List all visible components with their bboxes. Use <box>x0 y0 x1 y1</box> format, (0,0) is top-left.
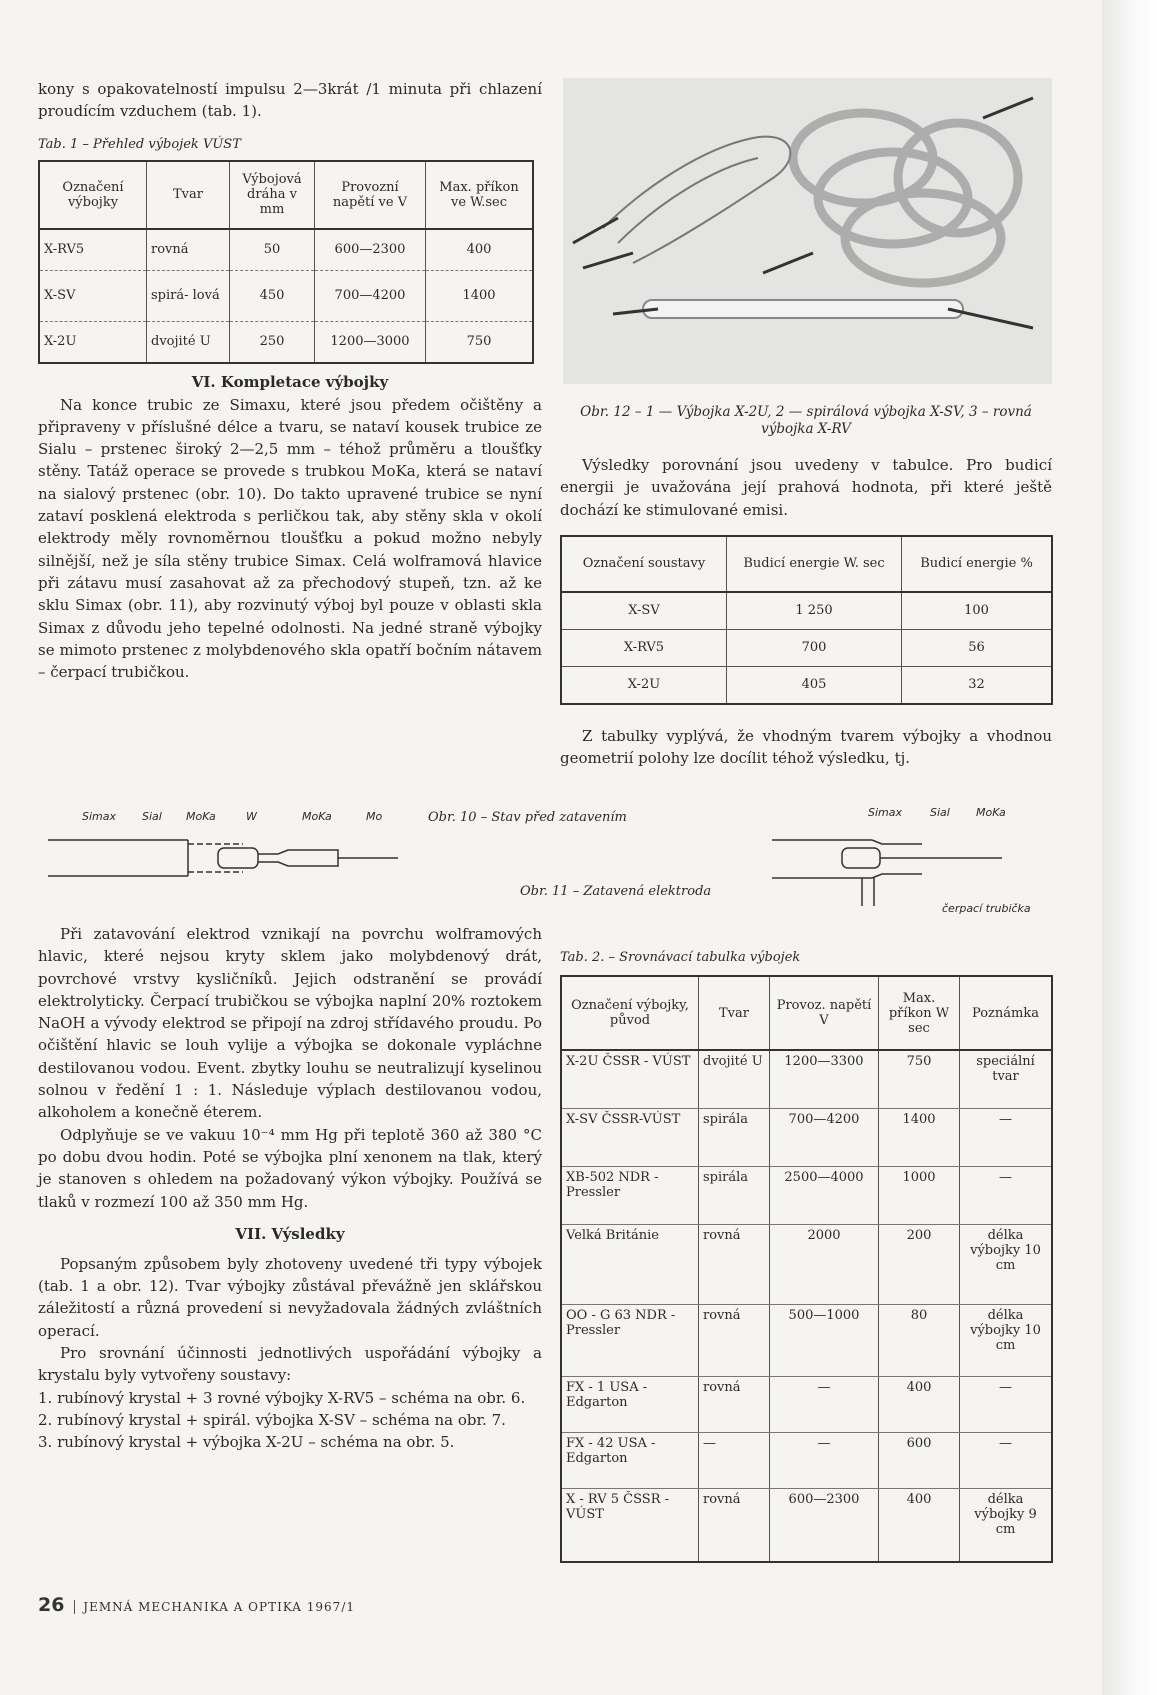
table-cell: — <box>699 1432 770 1488</box>
table-cell: 32 <box>902 666 1053 704</box>
table-cell: X-SV ČSSR-VÚST <box>561 1108 699 1166</box>
table-cell: 700 <box>727 629 902 666</box>
table-cell: 1 250 <box>727 592 902 630</box>
table-row <box>561 1432 1052 1488</box>
table-cell: rovná <box>699 1488 770 1562</box>
table-cell: FX - 1 USA - Edgarton <box>561 1376 699 1432</box>
table-cell: FX - 42 USA - Edgarton <box>561 1432 699 1488</box>
energy-header-cell: Budicí energie W. sec <box>727 536 902 592</box>
energy-table <box>560 535 1053 705</box>
table-cell: rovná <box>699 1304 770 1376</box>
table-cell: X-2U ČSSR - VÚST <box>561 1050 699 1108</box>
journal-name: JEMNÁ MECHANIKA A OPTIKA 1967/1 <box>74 1600 355 1614</box>
table-cell: 700—4200 <box>770 1108 879 1166</box>
table-cell: 1200—3000 <box>315 321 426 363</box>
table-cell: rovná <box>147 229 230 271</box>
tab2-header-row <box>561 976 1052 1050</box>
fig10-label: Sial <box>142 810 162 823</box>
flashtube-photo-icon <box>563 78 1052 384</box>
fig11-drawing <box>762 806 1062 918</box>
table-row <box>561 1304 1052 1376</box>
tab2-table <box>560 975 1053 1563</box>
table-row <box>561 1166 1052 1224</box>
left-column-top <box>38 78 542 683</box>
cleaning-text: Při zatavování elektrod vznikají na povrchu wolframových hlavic, které nejsou kryty sklem jako molybdenový drát, povrchové vrstvy kysličníků. Jejich odstranění se provádí elektrolyticky. Čerpací trubičkou se výbojka naplní 20% roztokem NaOH a vývody elektrod se připojí na zdroj střídavého proudu. Po očištění hlavic se louh vylije a výbojka se dokonale vypláchne destilovanou vodou. Event. zbytky louhu se neutralizují kyselinou solnou v ředění 1 : 1. Následuje výplach destilovanou vodou, alkoholem a konečně éterem. <box>38 925 542 1122</box>
list-item: 3. rubínový krystal + výbojka X-2U – schéma na obr. 5. <box>38 1432 455 1451</box>
table-cell: — <box>770 1376 879 1432</box>
conclusion-text: Z tabulky vyplývá, že vhodným tvarem výbojky a vhodnou geometrií polohy lze docílit téhož výsledku, tj. <box>560 726 1052 768</box>
table-row <box>561 592 1052 630</box>
tab1-header-cell: Tvar <box>147 161 230 229</box>
table-cell: speciální tvar <box>960 1050 1053 1108</box>
energy-header-row <box>561 536 1052 592</box>
table-row <box>561 1376 1052 1432</box>
table-row <box>39 270 533 321</box>
energy-header-cell: Označení soustavy <box>561 536 727 592</box>
table-row <box>561 666 1052 704</box>
fig10-label: MoKa <box>302 810 332 823</box>
table-cell: 600—2300 <box>770 1488 879 1562</box>
table-cell: 80 <box>879 1304 960 1376</box>
section7-p2: Pro srovnání účinnosti jednotlivých uspořádání výbojky a krystalu byly vytvořeny soustavy: <box>38 1344 542 1385</box>
tab2-header-cell: Provoz. napětí V <box>770 976 879 1050</box>
fig11-label: Sial <box>930 806 950 819</box>
fig10-label: Simax <box>82 810 117 823</box>
table-row <box>39 321 533 363</box>
list-item: 2. rubínový krystal + spirál. výbojka X-SV – schéma na obr. 7. <box>38 1410 506 1429</box>
section6-title: VI. Kompletace výbojky <box>191 372 389 391</box>
tab2-header-cell: Tvar <box>699 976 770 1050</box>
tab1-table <box>38 160 534 364</box>
fig10-caption: Obr. 10 – Stav před zatavením <box>428 810 627 825</box>
table-cell: — <box>960 1166 1053 1224</box>
table-cell: X-RV5 <box>39 229 147 271</box>
table-cell: délka výbojky 10 cm <box>960 1304 1053 1376</box>
fig10-drawing <box>38 810 428 890</box>
table-row <box>561 1224 1052 1304</box>
section7-p1: Popsaným způsobem byly zhotoveny uvedené tři typy výbojek (tab. 1 a obr. 12). Tvar výbojky zůstával převážně jen sklářskou záležitostí a různá provedení si nevyžadovala žádných zvláštních operací. <box>38 1254 542 1340</box>
table-cell: 700—4200 <box>315 270 426 321</box>
table-cell: délka výbojky 9 cm <box>960 1488 1053 1562</box>
table-cell: 1400 <box>879 1108 960 1166</box>
table-row <box>561 629 1052 666</box>
tab2-block <box>560 950 1052 1563</box>
tab1-caption: Tab. 1 – Přehled výbojek VÚST <box>38 136 241 152</box>
table-row <box>561 1050 1052 1108</box>
table-cell: X-2U <box>39 321 147 363</box>
results-intro: Výsledky porovnání jsou uvedeny v tabulce. Pro budicí energii je uvažována její prahová hodnota, při které ještě dochází ke stimulované emisi. <box>560 456 1052 519</box>
table-cell: délka výbojky 10 cm <box>960 1224 1053 1304</box>
table-cell: 750 <box>879 1050 960 1108</box>
table-cell: — <box>960 1376 1053 1432</box>
table-cell: — <box>770 1432 879 1488</box>
table-cell: OO - G 63 NDR - Pressler <box>561 1304 699 1376</box>
table-cell: 2500—4000 <box>770 1166 879 1224</box>
tab2-header-cell: Poznámka <box>960 976 1053 1050</box>
tab1-header-row <box>39 161 533 229</box>
table-cell: XB-502 NDR - Pressler <box>561 1166 699 1224</box>
table-cell: X-2U <box>561 666 727 704</box>
table-row <box>561 1488 1052 1562</box>
energy-header-cell: Budicí energie % <box>902 536 1053 592</box>
table-cell: 50 <box>230 229 315 271</box>
table-cell: 405 <box>727 666 902 704</box>
table-cell: X-SV <box>561 592 727 630</box>
table-cell: 400 <box>426 229 534 271</box>
table-cell: 750 <box>426 321 534 363</box>
table-cell: 200 <box>879 1224 960 1304</box>
table-cell: dvojité U <box>147 321 230 363</box>
tab2-header-cell: Označení výbojky, původ <box>561 976 699 1050</box>
fig11-label: Simax <box>868 806 903 819</box>
list-item: 1. rubínový krystal + 3 rovné výbojky X-RV5 – schéma na obr. 6. <box>38 1388 526 1407</box>
tab1-header-cell: Označení výbojky <box>39 161 147 229</box>
table-cell: 1000 <box>879 1166 960 1224</box>
systems-list <box>38 1387 542 1453</box>
tab1-header-cell: Max. příkon ve W.sec <box>426 161 534 229</box>
page-number: 26 <box>38 1594 65 1616</box>
table-row <box>39 229 533 271</box>
table-cell: rovná <box>699 1376 770 1432</box>
table-cell: 56 <box>902 629 1053 666</box>
table-cell: 1400 <box>426 270 534 321</box>
table-cell: 450 <box>230 270 315 321</box>
left-column-bottom <box>38 923 542 1453</box>
table-cell: X-RV5 <box>561 629 727 666</box>
fig10-label: Mo <box>366 810 383 823</box>
table-cell: — <box>960 1432 1053 1488</box>
fig12-photo <box>563 78 1052 384</box>
page-footer <box>38 1594 355 1616</box>
fig12-caption: Obr. 12 – 1 — Výbojka X-2U, 2 — spirálová výbojka X-SV, 3 – rovná výbojka X-RV <box>580 404 1032 437</box>
table-cell: — <box>960 1108 1053 1166</box>
table-cell: spirála <box>699 1108 770 1166</box>
tab1-header-cell: Provozní napětí ve V <box>315 161 426 229</box>
table-cell: 600—2300 <box>315 229 426 271</box>
table-cell: 1200—3300 <box>770 1050 879 1108</box>
tab2-caption: Tab. 2. – Srovnávací tabulka výbojek <box>560 950 801 965</box>
table-cell: X - RV 5 ČSSR - VÚST <box>561 1488 699 1562</box>
table-cell: 100 <box>902 592 1053 630</box>
degas-text: Odplyňuje se ve vakuu 10⁻⁴ mm Hg při teplotě 360 až 380 °C po dobu dvou hodin. Poté se výbojka plní xenonem na tlak, který je stanoven s ohledem na požadovaný výkon výbojky. Používá se tlaků v rozmezí 100 až 350 mm Hg. <box>38 1125 542 1211</box>
section7-title: VII. Výsledky <box>235 1224 345 1243</box>
fig11-label: čerpací trubička <box>942 902 1031 915</box>
fig10-label: W <box>246 810 257 823</box>
table-cell: spirála <box>699 1166 770 1224</box>
intro-text: kony s opakovatelností impulsu 2—3krát /1 minuta při chlazení proudícím vzduchem (tab. 1). <box>38 80 542 121</box>
fig10-label: MoKa <box>186 810 216 823</box>
table-cell: dvojité U <box>699 1050 770 1108</box>
table-cell: 600 <box>879 1432 960 1488</box>
table-cell: Velká Británie <box>561 1224 699 1304</box>
section6-text: Na konce trubic ze Simaxu, které jsou předem očištěny a připraveny v příslušné délce a tvaru, se nataví kousek trubice ze Sialu – prstenec široký 2—2,5 mm – téhož průměru a tloušťky stěny. Tatáž operace se provede s trubkou MoKa, která se nataví na sialový prstenec (obr. 10). Do takto upravené trubice se nyní zataví posklená elektroda s perličkou tak, aby stěny skla v okolí elektrody měly rovnoměrnou tloušťku a pokud možno nebyly silnější, než je síla stěny trubice Simax. Celá wolframová hlavice při zátavu musí zasahovat až za přechodový stupeň, tzn. až ke sklu Simax (obr. 11), aby rozvinutý výboj byl pouze v oblasti skla Simax z důvodu jeho tepelné odolnosti. Na jedné straně výbojky se mimoto prstenec z molybdenového skla opatří bočním nátavem – čerpací trubičkou. <box>38 395 542 682</box>
table-cell: rovná <box>699 1224 770 1304</box>
table-cell: 500—1000 <box>770 1304 879 1376</box>
fig11-caption: Obr. 11 – Zatavená elektroda <box>520 884 712 899</box>
right-column <box>560 404 1052 769</box>
table-cell: 400 <box>879 1488 960 1562</box>
tab2-header-cell: Max. příkon W sec <box>879 976 960 1050</box>
table-row <box>561 1108 1052 1166</box>
table-cell: 400 <box>879 1376 960 1432</box>
table-cell: spirá- lová <box>147 270 230 321</box>
fig11-label: MoKa <box>976 806 1006 819</box>
table-cell: X-SV <box>39 270 147 321</box>
table-cell: 2000 <box>770 1224 879 1304</box>
table-cell: 250 <box>230 321 315 363</box>
tab1-header-cell: Výbojová dráha v mm <box>230 161 315 229</box>
page-edge-shadow <box>1102 0 1157 1695</box>
